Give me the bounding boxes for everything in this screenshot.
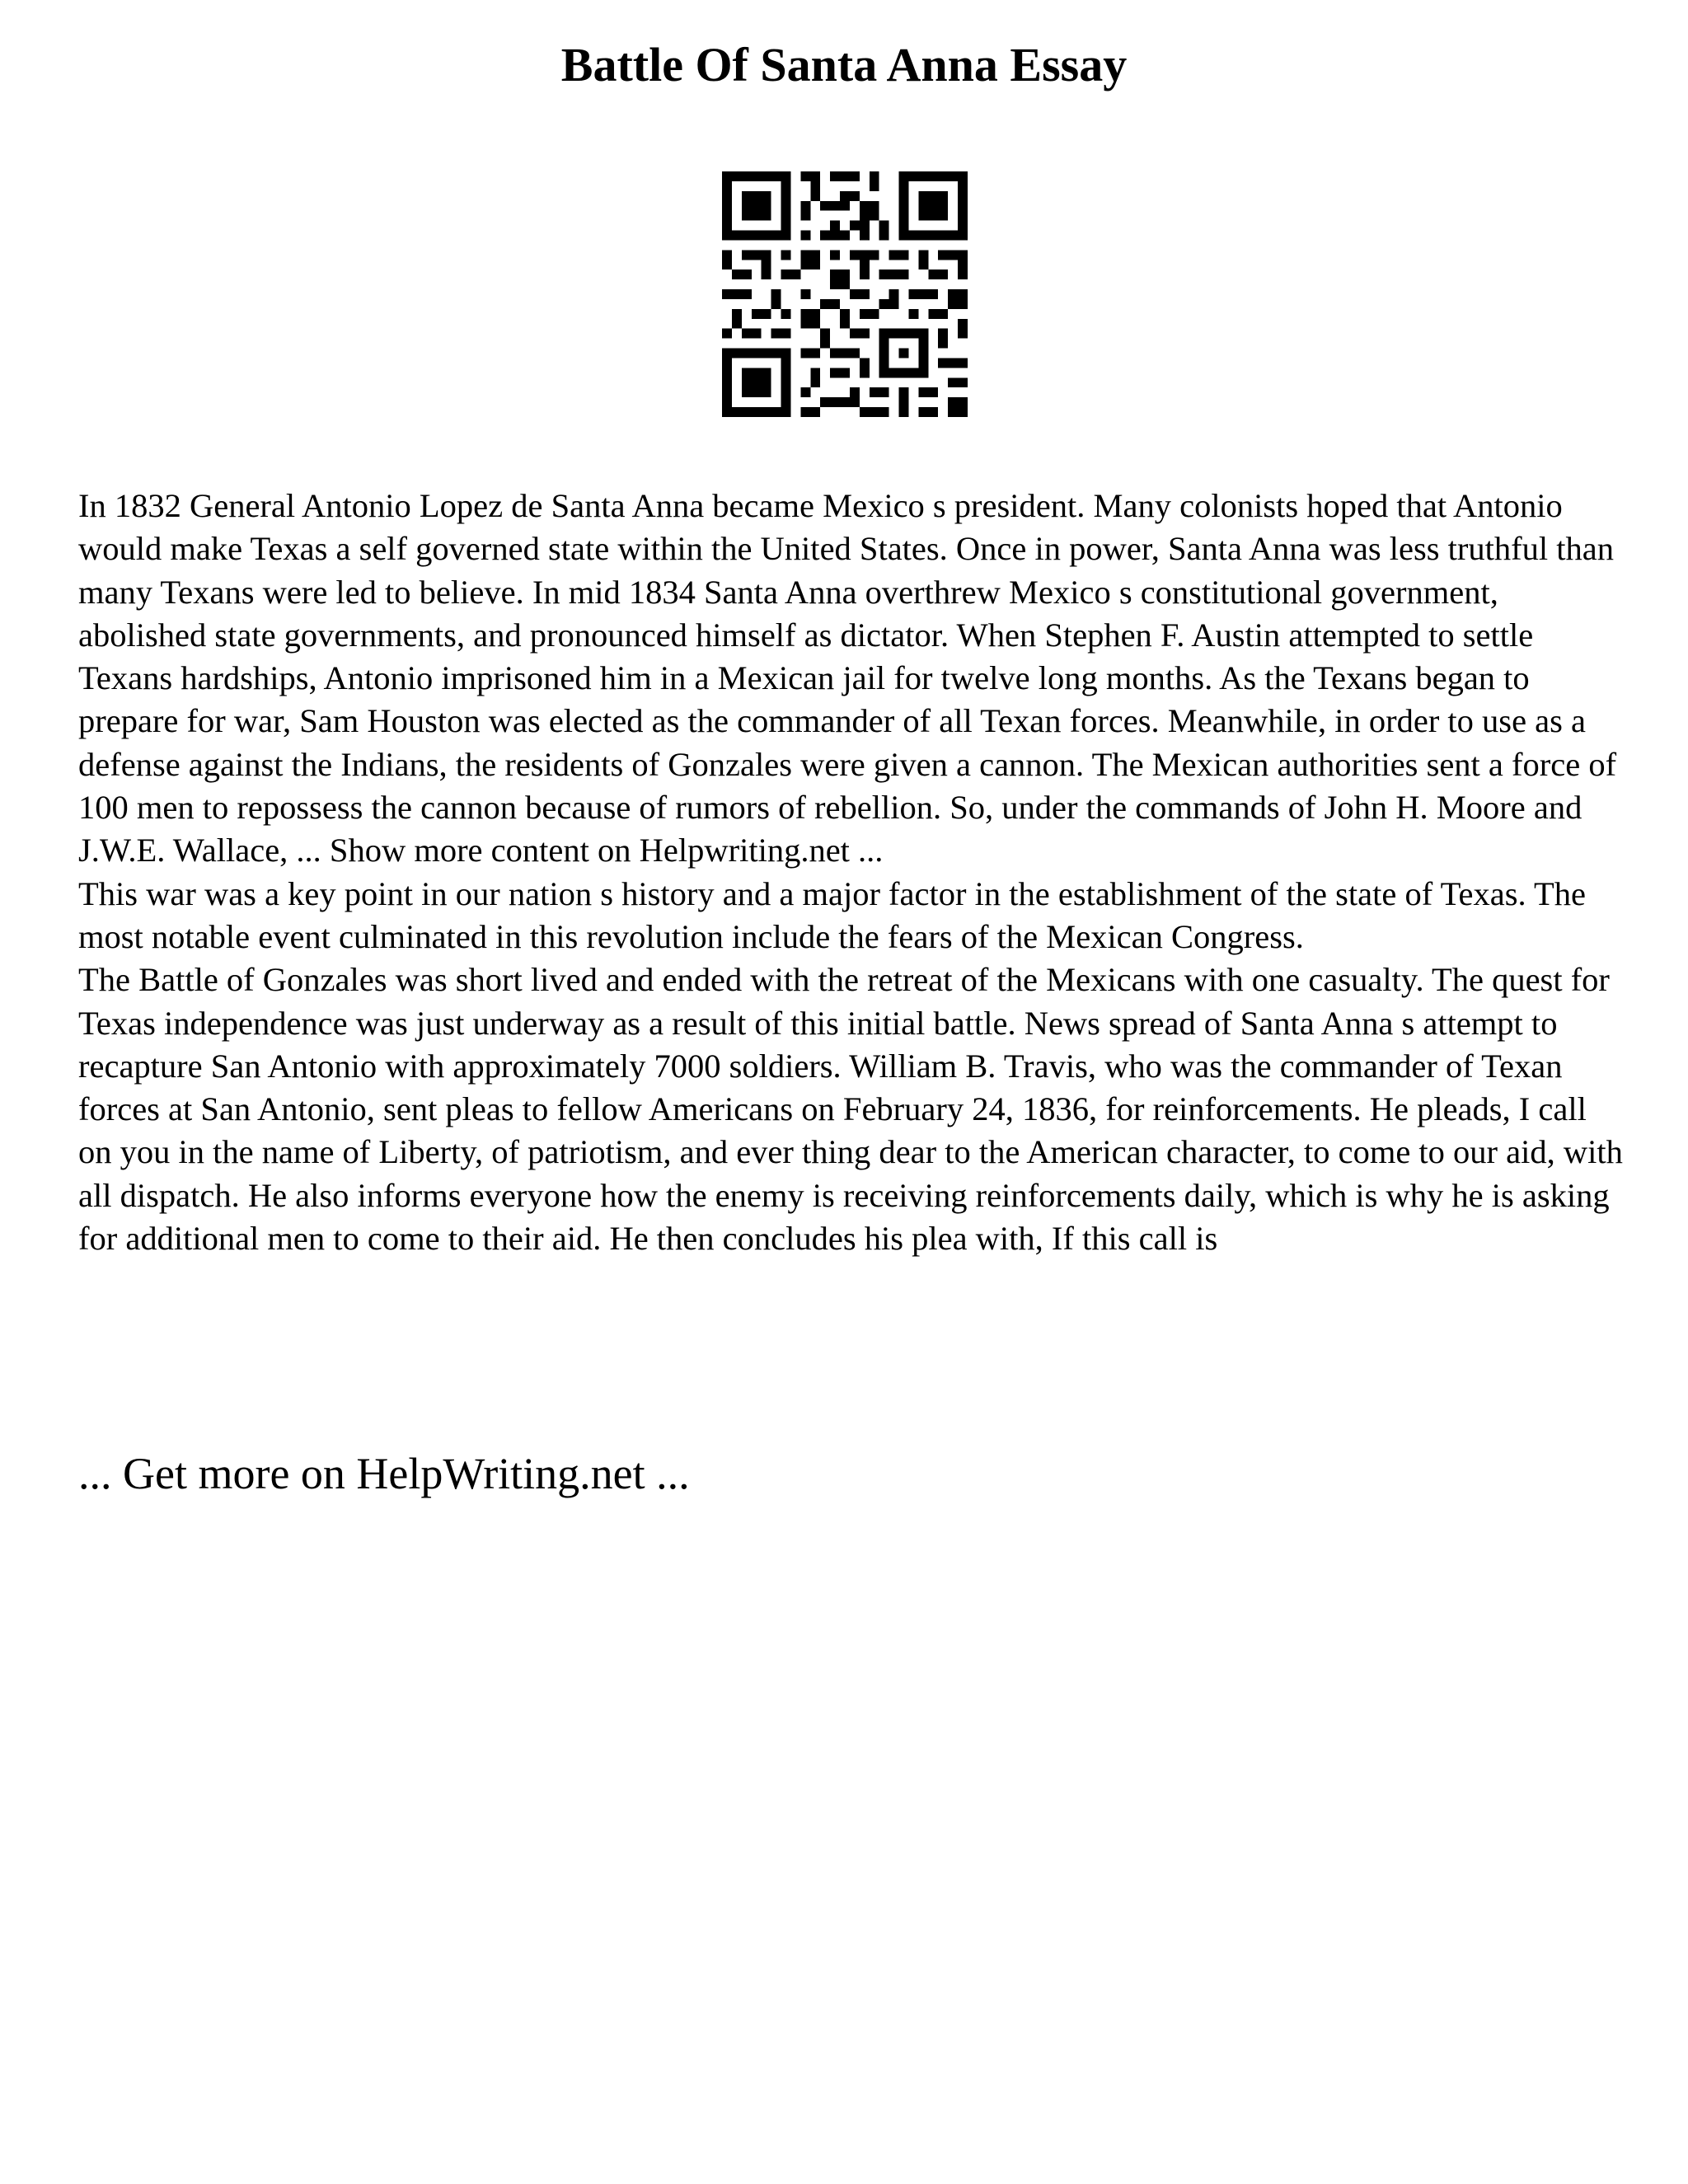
paragraph-3: The Battle of Gonzales was short lived and ended with the retreat of the Mexicans with one casualty. The quest for Texas independence was just underway as a result of this initial battle. News spread of Santa Anna s attempt to recapture San Antonio with approximately 7000 soldiers. William B. Travis, who was the commander of Texan forces at San Antonio, sent pleas to fellow Americans on February 24, 1836, for reinforcements. He pleads, I call on you in the name of Liberty, of patriotism, and ever thing dear to the American character, to come to our aid, with all dispatch. He also informs everyone how the enemy is receiving reinforcements daily, which is why he is asking for additional men to come to their aid. He then concludes his plea with, If this call is <box>78 961 1623 1258</box>
get-more-link[interactable]: ... Get more on HelpWriting.net ... <box>78 1449 690 1498</box>
paragraph-1: In 1832 General Antonio Lopez de Santa Anna became Mexico s president. Many colonists hoped that Antonio would make Texas a self governed state within the United States. Once in power, Santa Anna was less truthful than many Texans were led to believe. In mid 1834 Santa Anna overthrew Mexico s constitutional government, abolished state governments, and pronounced himself as dictator. When Stephen F. Austin attempted to settle Texans hardships, Antonio imprisoned him in a Mexican jail for twelve long months. As the Texans began to prepare for war, Sam Houston was elected as the commander of all Texan forces. Meanwhile, in order to use as a defense against the Indians, the residents of Gonzales were given a cannon. The Mexican authorities sent a force of 100 men to repossess the cannon because of rumors of rebellion. So, under the commands of John H. Moore and J.W.E. Wallace, ... Show more content on Helpwriting.net ... <box>78 487 1617 869</box>
page-title: Battle Of Santa Anna Essay <box>560 38 1128 91</box>
essay-body <box>78 485 1628 1260</box>
paragraph-2: This war was a key point in our nation s history and a major factor in the establishment of the state of Texas. The most notable event culminated in this revolution include the fears of the Mexican Congress. <box>78 874 1586 955</box>
qr-code-icon <box>722 171 968 417</box>
